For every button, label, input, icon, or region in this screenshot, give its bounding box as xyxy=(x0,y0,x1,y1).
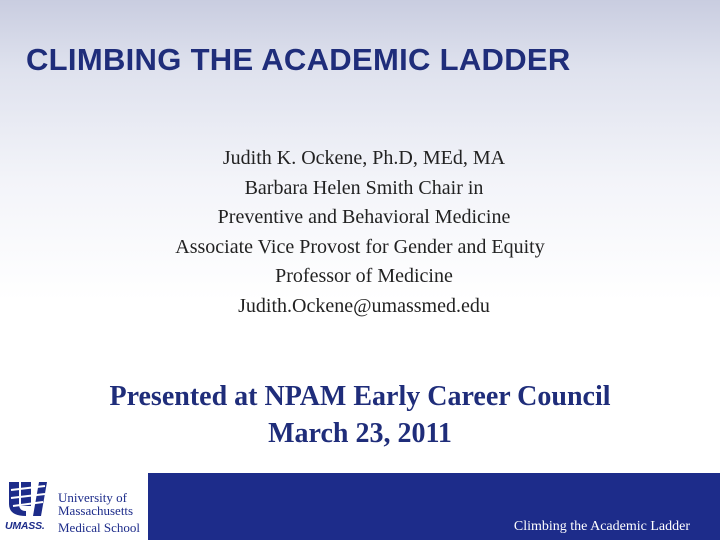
author-name: Judith K. Ockene, Ph.D, MEd, MA xyxy=(222,147,506,169)
logo-line-university: University of xyxy=(58,490,127,505)
presented-date: March 23, 2011 xyxy=(268,418,452,449)
logo-line-medical-school: Medical School xyxy=(58,520,140,535)
presentation-info xyxy=(0,378,720,452)
umass-logo xyxy=(0,473,148,540)
footer-bar xyxy=(0,473,720,540)
presented-venue: Presented at NPAM Early Career Council xyxy=(109,381,611,412)
author-vice-provost: Associate Vice Provost for Gender and Equity xyxy=(175,235,545,258)
author-info xyxy=(0,144,720,321)
author-professor: Professor of Medicine xyxy=(275,265,453,287)
umass-emblem-icon xyxy=(5,478,51,518)
author-email: Judith.Ockene@umassmed.edu xyxy=(238,294,490,317)
author-chair: Barbara Helen Smith Chair in xyxy=(244,176,484,199)
logo-text xyxy=(58,491,133,517)
footer-caption: Climbing the Academic Ladder xyxy=(513,519,690,534)
logo-umass-wordmark: UMASS. xyxy=(5,520,45,532)
author-department: Preventive and Behavioral Medicine xyxy=(217,206,511,228)
logo-line-massachusetts: Massachusetts xyxy=(58,503,134,518)
slide-title: CLIMBING THE ACADEMIC LADDER xyxy=(26,42,571,77)
